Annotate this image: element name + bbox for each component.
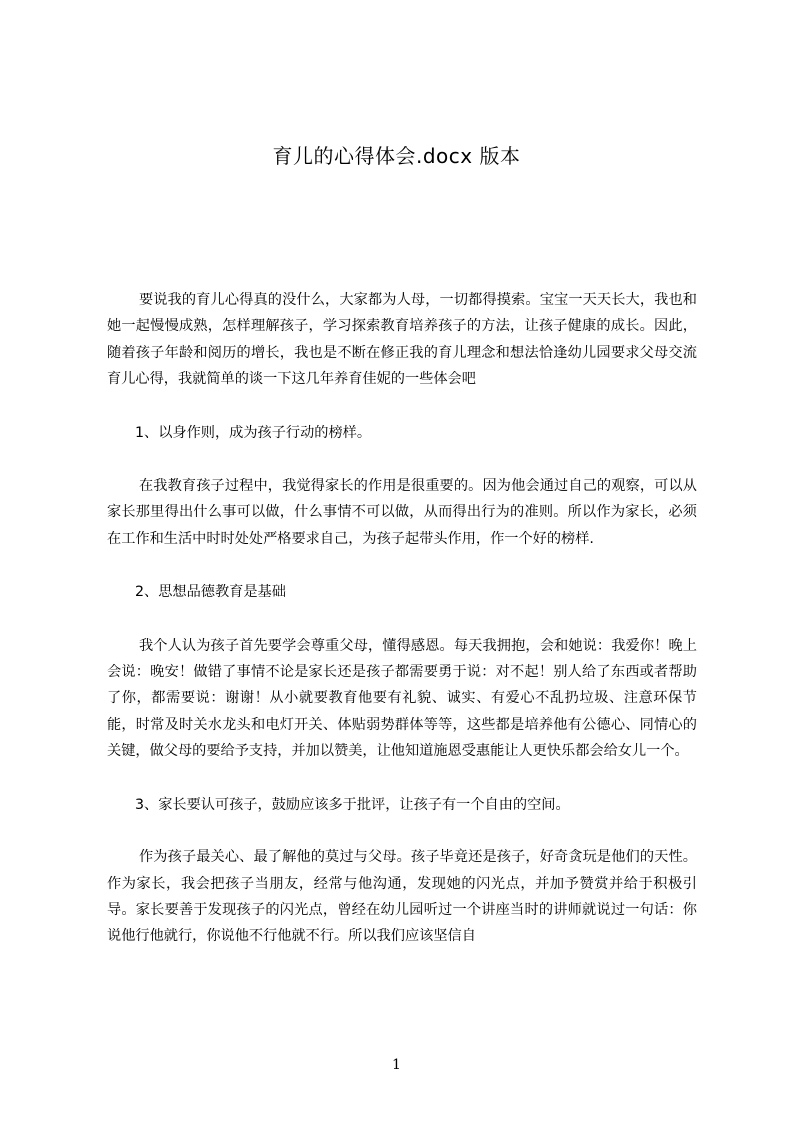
section-heading-3: 3、家长要认可孩子，鼓励应该多于批评，让孩子有一个自由的空间。 — [135, 796, 570, 813]
spacer — [107, 818, 697, 844]
document-body — [107, 287, 697, 950]
spacer — [107, 606, 697, 633]
page-number: 1 — [392, 1057, 401, 1073]
document-title: 育儿的心得体会.docx 版本 — [272, 144, 521, 168]
spacer — [107, 393, 697, 420]
spacer — [107, 765, 697, 792]
section-heading-1: 1、以身作则，成为孩子行动的榜样。 — [135, 424, 372, 441]
paragraph-intro: 要说我的育儿心得真的没什么，大家都为人母，一切都得摸索。宝宝一天天长大，我也和她一起慢慢成熟，怎样理解孩子，学习探索教育培养孩子的方法，让孩子健康的成长。因此，随着孩子年龄和阅历的增长，我也是不断在修正我的育儿理念和想法恰逢幼儿园要求父母交流育儿心得，我就简单的谈一下这几年养育佳妮的一些体会吧 — [107, 292, 697, 388]
spacer — [107, 446, 697, 473]
paragraph-section-1: 在我教育孩子过程中，我觉得家长的作用是很重要的。因为他会通过自己的观察，可以从家长那里得出什么事可以做，什么事情不可以做，从而得出行为的准则。所以作为家长，必须在工作和生活中时时处处严格要求自己，为孩子起带头作用，作一个好的榜样. — [107, 478, 697, 547]
paragraph-section-3: 作为孩子最关心、最了解他的莫过与父母。孩子毕竟还是孩子，好奇贪玩是他们的天性。作为家长，我会把孩子当朋友，经常与他沟通，发现她的闪光点，并加予赞赏并给于积极引导。家长要善于发现孩子的闪光点，曾经在幼儿园听过一个讲座当时的讲师就说过一句话：你说他行他就行，你说他不行他就不行。所以我们应该坚信自 — [107, 849, 697, 945]
section-heading-2: 2、思想品德教育是基础 — [135, 584, 286, 601]
spacer — [107, 552, 697, 579]
paragraph-section-2: 我个人认为孩子首先要学会尊重父母，懂得感恩。每天我拥抱，会和她说：我爱你！晚上会说：晚安！做错了事情不论是家长还是孩子都需要勇于说：对不起！别人给了东西或者帮助了你，都需要说：谢谢！从小就要教育他要有礼貌、诚实、有爱心不乱扔垃圾、注意环保节能，时常及时关水龙头和电灯开关、体贴弱势群体等等，这些都是培养他有公德心、同情心的关键，做父母的要给予支持，并加以赞美，让他知道施恩受惠能让人更快乐都会给女儿一个。 — [107, 637, 697, 760]
